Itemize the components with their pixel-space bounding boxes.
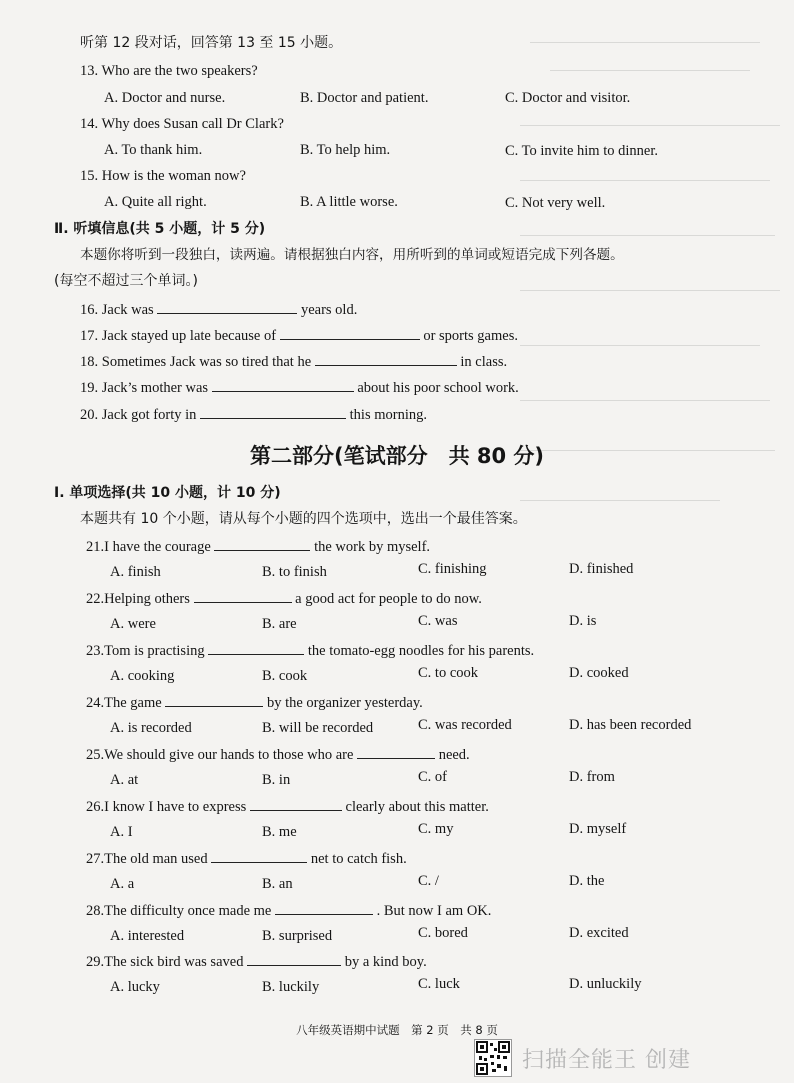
option-a[interactable]: A. I — [110, 824, 133, 840]
option-a[interactable]: A. Doctor and nurse. — [104, 90, 226, 106]
question-text: How is the woman now? — [101, 168, 246, 184]
section-instruction: 本题共有 10 个小题，请从每个小题的四个选项中，选出一个最佳答案。 — [80, 511, 527, 527]
option-b[interactable]: B. will be recorded — [262, 720, 374, 736]
answer-blank[interactable] — [200, 405, 346, 419]
question-text: Who are the two speakers? — [101, 63, 258, 79]
question-stem — [86, 952, 427, 971]
option-d[interactable]: D. unluckily — [569, 976, 642, 992]
question-text: Why does Susan call Dr Clark? — [101, 116, 284, 132]
question-text-after: need. — [438, 747, 470, 763]
fill-item-20: 20. Jack got forty in this morning. — [80, 407, 427, 423]
question-stem — [86, 693, 423, 712]
qr-code-icon — [474, 1039, 512, 1077]
option-d[interactable]: D. has been recorded — [569, 717, 692, 733]
option-c[interactable]: C. / — [418, 873, 439, 889]
option-b[interactable]: B. cook — [262, 668, 308, 684]
scanner-watermark — [474, 1038, 691, 1078]
question-text-after: clearly about this matter. — [345, 799, 489, 815]
question-stem — [86, 537, 430, 556]
question-number: 28. — [86, 903, 105, 919]
question-number: 24. — [86, 695, 105, 711]
section-instruction-note: (每空不超过三个单词。) — [54, 273, 198, 289]
listening-instruction: 听第 12 段对话，回答第 13 至 15 小题。 — [80, 35, 343, 51]
question-text-before: I know I have to express — [104, 799, 247, 815]
question-text-after: by the organizer yesterday. — [266, 695, 423, 711]
option-b[interactable]: B. To help him. — [300, 142, 391, 158]
option-a[interactable]: A. cooking — [110, 668, 175, 684]
answer-blank[interactable] — [194, 589, 292, 603]
option-c[interactable]: C. Not very well. — [505, 195, 606, 211]
question-number: 15. — [80, 168, 99, 184]
question-number: 23. — [86, 643, 105, 659]
question-number: 25. — [86, 747, 105, 763]
option-d[interactable]: D. finished — [569, 561, 634, 577]
part-two-title: 第二部分(笔试部分 共 80 分) — [249, 444, 545, 468]
question-number: 29. — [86, 954, 105, 970]
option-b[interactable]: B. Doctor and patient. — [300, 90, 429, 106]
option-a[interactable]: A. lucky — [110, 979, 160, 995]
option-a[interactable]: A. Quite all right. — [104, 194, 207, 210]
question-number: 14. — [80, 116, 99, 132]
section-heading-listening-info: Ⅱ. 听填信息(共 5 小题，计 5 分) — [54, 221, 266, 237]
question-text-before: I have the courage — [104, 539, 211, 555]
answer-blank[interactable] — [247, 952, 341, 966]
question-text-before: Helping others — [104, 591, 190, 607]
watermark-text: 扫描全能王 创建 — [522, 1047, 691, 1073]
question-text-before: The sick bird was saved — [104, 954, 244, 970]
option-c[interactable]: C. finishing — [418, 561, 487, 577]
option-a[interactable]: A. To thank him. — [104, 142, 203, 158]
answer-blank[interactable] — [212, 378, 354, 392]
option-d[interactable]: D. from — [569, 769, 615, 785]
question-text-before: We should give our hands to those who are — [104, 747, 354, 763]
question-text-before: Tom is practising — [104, 643, 205, 659]
option-b[interactable]: B. are — [262, 616, 297, 632]
option-a[interactable]: A. at — [110, 772, 139, 788]
answer-blank[interactable] — [208, 641, 304, 655]
option-b[interactable]: B. in — [262, 772, 291, 788]
answer-blank[interactable] — [315, 352, 457, 366]
option-b[interactable]: B. luckily — [262, 979, 320, 995]
option-c[interactable]: C. was recorded — [418, 717, 512, 733]
option-a[interactable]: A. interested — [110, 928, 185, 944]
question-text-before: The old man used — [104, 851, 208, 867]
question-text-after: by a kind boy. — [344, 954, 427, 970]
question-number: 13. — [80, 63, 99, 79]
option-a[interactable]: A. a — [110, 876, 135, 892]
section-instruction: 本题你将听到一段独白，读两遍。请根据独白内容，用所听到的单词或短语完成下列各题。 — [80, 247, 624, 263]
question-number: 21. — [86, 539, 105, 555]
answer-blank[interactable] — [214, 537, 310, 551]
question-text-before: The difficulty once made me — [104, 903, 272, 919]
option-a[interactable]: A. is recorded — [110, 720, 192, 736]
option-c[interactable]: C. was — [418, 613, 458, 629]
option-c[interactable]: C. my — [418, 821, 454, 837]
option-c[interactable]: C. to cook — [418, 665, 479, 681]
fill-item-18: 18. Sometimes Jack was so tired that he in class. — [80, 354, 508, 370]
option-a[interactable]: A. finish — [110, 564, 161, 580]
option-d[interactable]: D. the — [569, 873, 605, 889]
question-number: 27. — [86, 851, 105, 867]
option-b[interactable]: B. A little worse. — [300, 194, 398, 210]
question-stem — [86, 589, 482, 608]
answer-blank[interactable] — [250, 797, 342, 811]
question-number: 22. — [86, 591, 105, 607]
option-b[interactable]: B. me — [262, 824, 297, 840]
answer-blank[interactable] — [357, 745, 435, 759]
question-stem — [86, 745, 470, 764]
question-text-after: the tomato-egg noodles for his parents. — [307, 643, 535, 659]
fill-item-17: 17. Jack stayed up late because of or sports games. — [80, 328, 518, 344]
answer-blank[interactable] — [275, 901, 373, 915]
question-text-after: the work by myself. — [314, 539, 431, 555]
option-a[interactable]: A. were — [110, 616, 156, 632]
option-b[interactable]: B. surprised — [262, 928, 333, 944]
option-d[interactable]: D. excited — [569, 925, 629, 941]
section-heading-single-choice: Ⅰ. 单项选择(共 10 小题，计 10 分) — [54, 485, 281, 501]
answer-blank[interactable] — [211, 849, 307, 863]
question-text-after: net to catch fish. — [310, 851, 407, 867]
answer-blank[interactable] — [280, 326, 420, 340]
option-d[interactable]: D. cooked — [569, 665, 629, 681]
question-stem — [86, 641, 534, 660]
question-text-after: . But now I am OK. — [376, 903, 492, 919]
option-d[interactable]: D. myself — [569, 821, 627, 837]
answer-blank[interactable] — [165, 693, 263, 707]
question-stem — [86, 849, 407, 868]
option-c[interactable]: C. To invite him to dinner. — [505, 143, 658, 159]
page-footer: 八年级英语期中试题 第 2 页 共 8 页 — [296, 1023, 498, 1037]
option-c[interactable]: C. luck — [418, 976, 460, 992]
option-c[interactable]: C. Doctor and visitor. — [505, 90, 631, 106]
option-d[interactable]: D. is — [569, 613, 597, 629]
fill-item-19: 19. Jack’s mother was about his poor school work. — [80, 380, 519, 396]
option-b[interactable]: B. an — [262, 876, 293, 892]
question-stem — [86, 797, 489, 816]
question-stem — [86, 901, 491, 920]
answer-blank[interactable] — [157, 300, 297, 314]
fill-item-16: 16. Jack was years old. — [80, 302, 358, 318]
option-c[interactable]: C. bored — [418, 925, 468, 941]
question-text-before: The game — [104, 695, 162, 711]
option-b[interactable]: B. to finish — [262, 564, 327, 580]
question-text-after: a good act for people to do now. — [295, 591, 482, 607]
question-number: 26. — [86, 799, 105, 815]
option-c[interactable]: C. of — [418, 769, 447, 785]
